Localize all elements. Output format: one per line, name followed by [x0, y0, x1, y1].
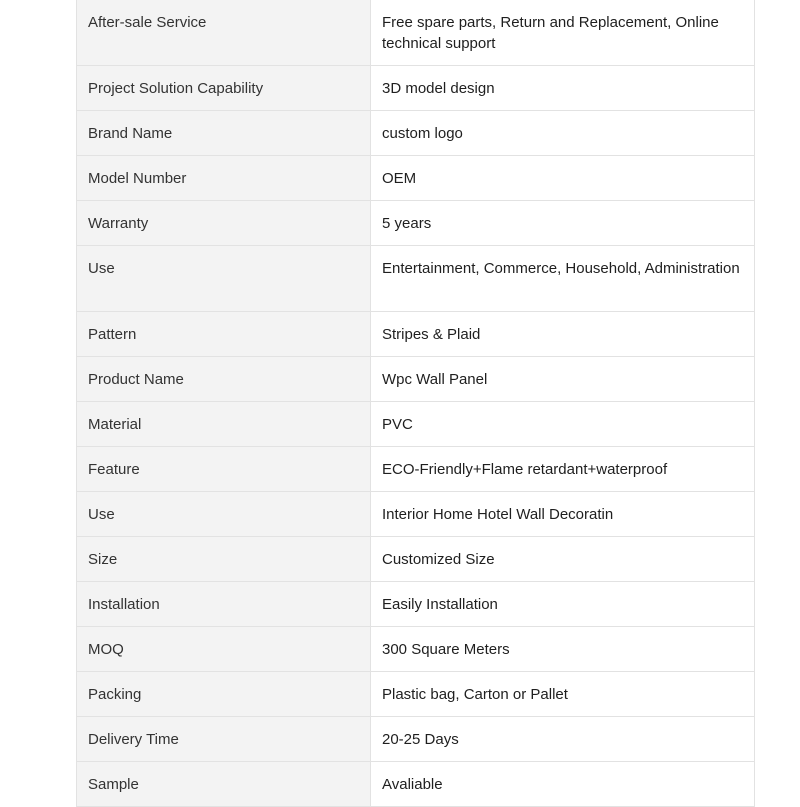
- spec-row: [77, 402, 755, 447]
- spec-value: Stripes & Plaid: [371, 312, 755, 357]
- spec-row: [77, 447, 755, 492]
- spec-value: Free spare parts, Return and Replacement, Online technical support: [371, 0, 755, 66]
- spec-row: [77, 246, 755, 312]
- spec-key: Brand Name: [77, 111, 371, 156]
- spec-row: [77, 627, 755, 672]
- spec-row: [77, 156, 755, 201]
- spec-row: [77, 66, 755, 111]
- spec-key: Size: [77, 537, 371, 582]
- spec-value: OEM: [371, 156, 755, 201]
- spec-value: 3D model design: [371, 66, 755, 111]
- spec-key: Use: [77, 246, 371, 312]
- spec-row: [77, 357, 755, 402]
- spec-key: Feature: [77, 447, 371, 492]
- spec-key: Packing: [77, 672, 371, 717]
- spec-row: [77, 111, 755, 156]
- spec-row: [77, 717, 755, 762]
- spec-value: Customized Size: [371, 537, 755, 582]
- spec-key: MOQ: [77, 627, 371, 672]
- spec-key: Model Number: [77, 156, 371, 201]
- spec-key: Delivery Time: [77, 717, 371, 762]
- spec-value: Entertainment, Commerce, Household, Administration: [371, 246, 755, 312]
- spec-key: Pattern: [77, 312, 371, 357]
- spec-key: Product Name: [77, 357, 371, 402]
- spec-row: [77, 672, 755, 717]
- spec-key: Use: [77, 492, 371, 537]
- spec-value: Plastic bag, Carton or Pallet: [371, 672, 755, 717]
- spec-key: After-sale Service: [77, 0, 371, 66]
- spec-key: Material: [77, 402, 371, 447]
- spec-key: Installation: [77, 582, 371, 627]
- spec-value: Wpc Wall Panel: [371, 357, 755, 402]
- spec-value: Interior Home Hotel Wall Decoratin: [371, 492, 755, 537]
- spec-key: Sample: [77, 762, 371, 807]
- spec-value: Easily Installation: [371, 582, 755, 627]
- spec-row: [77, 582, 755, 627]
- spec-row: [77, 492, 755, 537]
- spec-row: [77, 201, 755, 246]
- spec-value: ECO-Friendly+Flame retardant+waterproof: [371, 447, 755, 492]
- spec-value: 5 years: [371, 201, 755, 246]
- spec-value: PVC: [371, 402, 755, 447]
- product-spec-table: [76, 0, 755, 807]
- spec-value: 20-25 Days: [371, 717, 755, 762]
- spec-value: 300 Square Meters: [371, 627, 755, 672]
- spec-value: custom logo: [371, 111, 755, 156]
- spec-key: Project Solution Capability: [77, 66, 371, 111]
- spec-row: [77, 537, 755, 582]
- spec-row: [77, 0, 755, 66]
- spec-row: [77, 312, 755, 357]
- spec-key: Warranty: [77, 201, 371, 246]
- spec-value: Avaliable: [371, 762, 755, 807]
